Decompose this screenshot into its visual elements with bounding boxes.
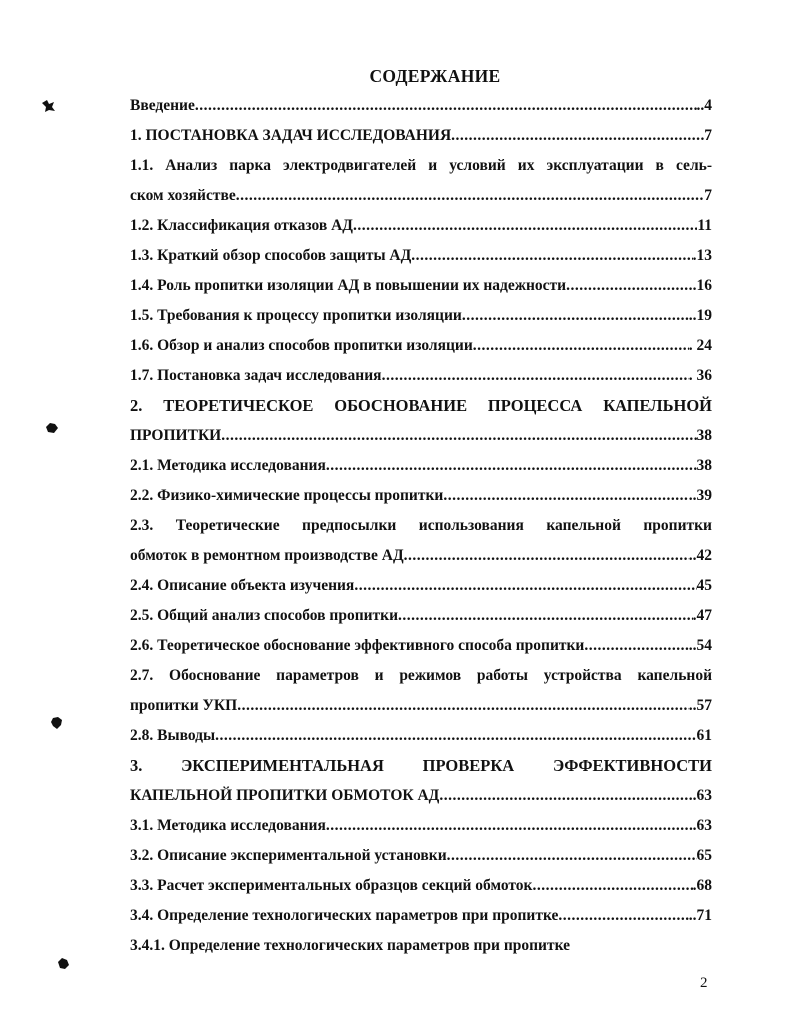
- toc-entry: пропитки УКП ..... ..57: [130, 694, 712, 718]
- toc-entry: 1.5. Требования к процессу пропитки изоляции ..... ..19: [130, 304, 712, 328]
- toc-entry: 2.6. Теоретическое обоснование эффективного способа пропитки ..... ..54: [130, 634, 712, 658]
- speck-mark: [50, 716, 64, 730]
- toc-entry: 3.2. Описание экспериментальной установки ..... 65: [130, 844, 712, 868]
- toc-entry: ПРОПИТКИ ..... 38: [130, 424, 712, 448]
- page-title: СОДЕРЖАНИЕ: [369, 66, 501, 86]
- toc-entry: 1.4. Роль пропитки изоляции АД в повышении их надежности ..... .16: [130, 274, 712, 298]
- toc-entry: 2.8. Выводы ..... 61: [130, 724, 712, 748]
- toc-entry: 2.1. Методика исследования ..... 38: [130, 454, 712, 478]
- toc-entry: 3.4. Определение технологических параметров при пропитке ..... ..71: [130, 904, 712, 928]
- toc-entry: 2.3. Теоретические предпосылки использования капельной пропитки: [130, 517, 712, 534]
- speck-mark: [56, 957, 70, 971]
- toc-entry: 1.7. Постановка задач исследования ..... . 36: [130, 364, 712, 388]
- toc-entry: 1. ПОСТАНОВКА ЗАДАЧ ИССЛЕДОВАНИЯ ..... 7: [130, 124, 712, 148]
- toc-entry: 1.2. Классификация отказов АД ..... 11: [130, 214, 712, 238]
- speck-mark: [44, 421, 60, 435]
- toc-entry: обмоток в ремонтном производстве АД ..... ..42: [130, 544, 712, 568]
- toc-entry: 3.4.1. Определение технологических параметров при пропитке: [130, 937, 571, 954]
- page-number: 2: [700, 975, 708, 991]
- toc-entry: 1.1. Анализ парка электродвигателей и условий их эксплуатации в сель-: [130, 157, 712, 174]
- toc-entry: 2.5. Общий анализ способов пропитки ..... .47: [130, 604, 712, 628]
- toc-section-heading: 2. ТЕОРЕТИЧЕСКОЕ ОБОСНОВАНИЕ ПРОЦЕССА КАПЕЛЬНОЙ: [130, 396, 712, 415]
- toc-entry: 2.7. Обоснование параметров и режимов работы устройства капельной: [130, 667, 712, 684]
- toc-entry: 3.1. Методика исследования ..... .63: [130, 814, 712, 838]
- toc-entry: 2.2. Физико-химические процессы пропитки ..... ..39: [130, 484, 712, 508]
- toc-entry: 2.4. Описание объекта изучения ..... 45: [130, 574, 712, 598]
- toc-entry: КАПЕЛЬНОЙ ПРОПИТКИ ОБМОТОК АД ..... ..63: [130, 784, 712, 808]
- toc-entry: 1.6. Обзор и анализ способов пропитки изоляции ..... . 24: [130, 334, 712, 358]
- toc-entry: 1.3. Краткий обзор способов защиты АД ..... .13: [130, 244, 712, 268]
- speck-mark: [40, 99, 56, 113]
- toc-entry: 3.3. Расчет экспериментальных образцов секций обмоток ..... .68: [130, 874, 712, 898]
- toc-entry: ском хозяйстве ..... 7: [130, 184, 712, 208]
- toc-entry: Введение ..... ..4: [130, 94, 712, 118]
- toc-section-heading: 3. ЭКСПЕРИМЕНТАЛЬНАЯ ПРОВЕРКА ЭФФЕКТИВНОСТИ: [130, 756, 712, 775]
